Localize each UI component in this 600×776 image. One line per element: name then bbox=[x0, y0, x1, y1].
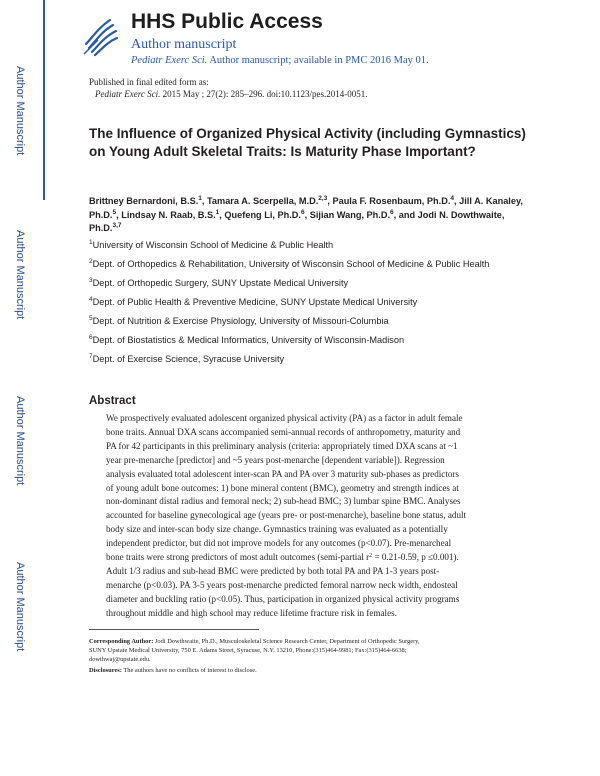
citation-details: 2015 May ; 27(2): 285–296. doi:10.1123/pes.2014-0051. bbox=[160, 89, 368, 99]
affiliation-text: Dept. of Nutrition & Exercise Physiology, University of Missouri-Columbia bbox=[92, 316, 389, 326]
abstract-body bbox=[106, 412, 526, 621]
paper-title: The Influence of Organized Physical Activity (including Gymnastics) on Young Adult Skeletal Traits: Is Maturity Phase Important? bbox=[89, 126, 526, 159]
sidebar-label: Author Manuscript bbox=[14, 66, 26, 156]
affiliation-item bbox=[89, 277, 529, 289]
footnote-line: SUNY Upstate Medical University, 750 E. Adams Street, Syracuse, N.Y. 13210, Phone:(315)464-9981; Fax:(315)464-6638; bbox=[89, 646, 407, 654]
author-name: Jodi N. Dowthwaite, Ph.D. bbox=[89, 209, 505, 233]
disclosures-line bbox=[89, 667, 529, 676]
footnotes bbox=[89, 638, 529, 676]
author-list bbox=[89, 195, 529, 236]
abstract-line: throughout middle and high school may reduce lifetime fracture risk in females. bbox=[106, 607, 397, 618]
disclosures-text: The authors have no conflicts of interest to disclose. bbox=[121, 667, 257, 675]
author-affiliation-marker: 5 bbox=[112, 208, 117, 216]
abstract-line: Adult 1/3 radius and sub-head BMC were predicted by both total PA and PA 1-3 years post- bbox=[106, 565, 440, 576]
abstract-line: menarche (p<0.03). PA 3-5 years post-menarche predicted femoral narrow neck width, endosteal bbox=[106, 579, 458, 590]
author-affiliation-marker: 4 bbox=[450, 195, 455, 202]
abstract-line: bone traits. Annual DXA scans accompanied semi-annual records of anthropometry, maturity and bbox=[106, 426, 461, 437]
availability-text: Author manuscript; available in PMC 2016 May 01. bbox=[207, 55, 429, 66]
affiliation-number: 2 bbox=[89, 258, 93, 265]
affiliation-number: 1 bbox=[89, 239, 93, 246]
affiliation-item bbox=[89, 334, 529, 346]
affiliation-item bbox=[89, 258, 529, 270]
author-separator: , and bbox=[393, 209, 418, 220]
sidebar-label: Author Manuscript bbox=[14, 230, 26, 320]
affiliation-text: Dept. of Orthopedic Surgery, SUNY Upstate Medical University bbox=[92, 278, 349, 288]
author-separator: , bbox=[327, 196, 333, 206]
affiliation-list bbox=[89, 239, 529, 372]
affiliation-number: 6 bbox=[89, 334, 93, 341]
footnote-line: dowthwaj@upstate.edu. bbox=[89, 655, 151, 663]
affiliation-item bbox=[89, 353, 529, 365]
affiliation-number: 3 bbox=[89, 277, 93, 284]
author-affiliation-marker: 2,3 bbox=[318, 195, 328, 202]
affiliation-text: Dept. of Biostatistics & Medical Informatics, University of Wisconsin-Madison bbox=[92, 335, 405, 345]
author-name: Sijian Wang, Ph.D. bbox=[309, 209, 391, 220]
footnote-divider bbox=[89, 629, 259, 630]
author-affiliation-marker: 6 bbox=[300, 208, 305, 216]
affiliation-item bbox=[89, 296, 529, 308]
abstract-line: analysis evaluated total adolescent inter-scan PA and PA over 3 maturity sub-phases as predictors bbox=[106, 468, 459, 479]
author-name: Brittney Bernardoni, B.S. bbox=[89, 196, 199, 206]
abstract-line: non-dominant distal radius and femoral neck; 2) sub-head BMC; 3) lumbar spine BMC. Analyses bbox=[106, 496, 461, 507]
header-availability bbox=[131, 55, 429, 66]
abstract-line: We prospectively evaluated adolescent organized physical activity (PA) as a factor in adult female bbox=[106, 413, 463, 423]
superscript: 2 bbox=[369, 553, 373, 560]
affiliation-number: 5 bbox=[89, 315, 93, 322]
affiliation-text: Dept. of Public Health & Preventive Medicine, SUNY Upstate Medical University bbox=[92, 297, 418, 307]
sidebar bbox=[0, 0, 50, 776]
corresponding-text: Jodi Dowthwaite, Ph.D., Musculoskeletal Science Research Center, Department of Orthopedic Surgery, bbox=[153, 638, 420, 645]
sidebar-divider bbox=[43, 0, 45, 200]
author-name: Jill A. Kanaley, Ph.D. bbox=[89, 196, 523, 220]
author-separator: , bbox=[116, 209, 122, 220]
publication-citation bbox=[89, 88, 368, 100]
affiliation-number: 7 bbox=[89, 353, 93, 360]
abstract-line: of young adult bone outcomes: 1) bone mineral content (BMC), geometry and strength indices at bbox=[106, 482, 459, 493]
author-affiliation-marker: 3,7 bbox=[112, 222, 122, 229]
affiliation-item bbox=[89, 315, 529, 327]
affiliation-number: 4 bbox=[89, 296, 93, 303]
author-separator: , bbox=[304, 209, 310, 220]
abstract-line: PA for 42 participants in this preliminary analysis (criteria: appropriately timed DXA scans at ~1 bbox=[106, 440, 458, 451]
corresponding-label: Corresponding Author: bbox=[89, 638, 154, 645]
affiliation-text: University of Wisconsin School of Medicine & Public Health bbox=[92, 240, 334, 250]
author-name: Paula F. Rosenbaum, Ph.D. bbox=[332, 196, 451, 206]
author-name: Lindsay N. Raab, B.S. bbox=[121, 209, 216, 220]
citation-journal: Pediatr Exerc Sci. bbox=[95, 89, 161, 99]
affiliation-text: Dept. of Orthopedics & Rehabilitation, University of Wisconsin School of Medicine & Public Health bbox=[92, 259, 490, 269]
abstract-line: year pre-menarche [predictor] and ~5 years post-menarche [dependent variable]). Regression bbox=[106, 454, 445, 465]
header-subtitle: Author manuscript bbox=[131, 37, 237, 52]
author-separator: , bbox=[201, 196, 207, 206]
abstract-text: = 0.21-0.59, p ≤0.001). bbox=[372, 552, 459, 563]
disclosures-label: Disclosures: bbox=[89, 667, 122, 675]
author-affiliation-marker: 6 bbox=[390, 208, 394, 216]
footnote-line bbox=[89, 638, 529, 647]
sidebar-label: Author Manuscript bbox=[14, 396, 26, 486]
affiliation-item bbox=[89, 239, 529, 251]
journal-abbrev: Pediatr Exerc Sci. bbox=[131, 55, 208, 66]
author-name: Tamara A. Scerpella, M.D. bbox=[206, 196, 319, 206]
author-separator: , bbox=[454, 196, 460, 206]
hhs-eagle-logo-icon bbox=[80, 14, 120, 58]
abstract-heading: Abstract bbox=[89, 395, 136, 407]
affiliation-text: Dept. of Exercise Science, Syracuse University bbox=[92, 354, 285, 364]
abstract-line: diameter and buckling ratio (p<0.05). Thus, participation in organized physical activity programs bbox=[106, 593, 460, 604]
publication-info bbox=[89, 76, 368, 100]
author-separator: , bbox=[219, 209, 225, 220]
abstract-line bbox=[106, 551, 526, 565]
author-affiliation-marker: 1 bbox=[198, 195, 202, 202]
author-affiliation-marker: 1 bbox=[215, 208, 220, 216]
header-title: HHS Public Access bbox=[131, 10, 323, 33]
publication-line: Published in final edited form as: bbox=[89, 77, 209, 87]
abstract-line: body size and inter-scan body size change. Gymnastics training was evaluated as a potentially bbox=[106, 524, 448, 535]
abstract-line: accounted for baseline gynecological age (years pre- or post-menarche), baseline bone status, adult bbox=[106, 510, 467, 521]
abstract-line: independent predictor, but did not improve models for any outcomes (p<0.07). Pre-menarcheal bbox=[106, 538, 452, 549]
author-name: Quefeng Li, Ph.D. bbox=[224, 209, 301, 220]
abstract-text: bone traits were strong predictors of most adult outcomes (semi-partial r bbox=[106, 552, 370, 563]
sidebar-label: Author Manuscript bbox=[14, 562, 26, 652]
